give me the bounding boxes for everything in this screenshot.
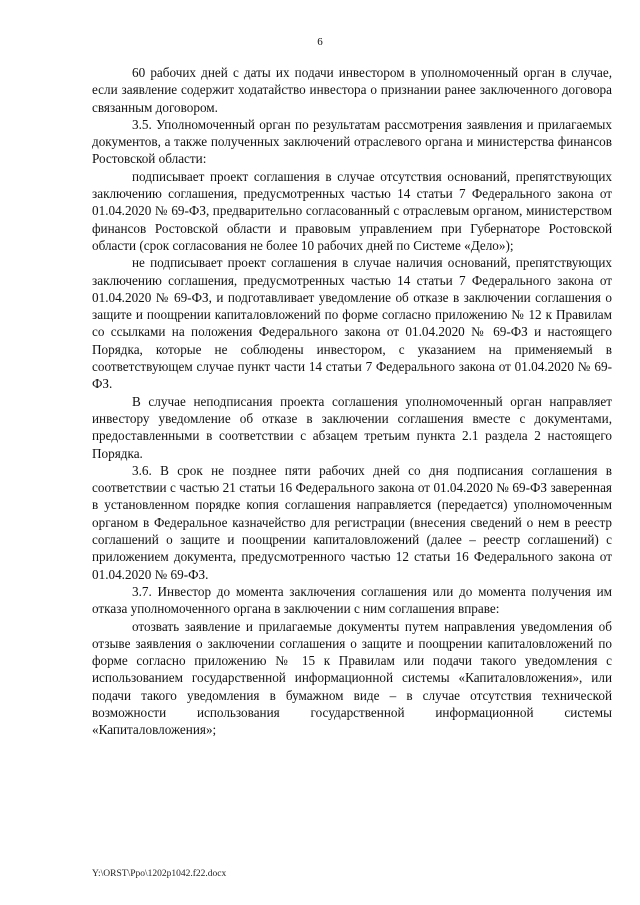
paragraph-3-5: 3.5. Уполномоченный орган по результатам рассмотрения заявления и прилагаемых документов, а также полученных заключений отраслевого органа и министерства финансов Ростовской области: [92,116,612,167]
paragraph-withdraw-application: отозвать заявление и прилагаемые документы путем направления уведомления об отзыве заявления о заключении соглашения о защите и поощрении капиталовложений по форме согласно приложению № 15 к Правилам или подачи такого уведомления с использованием государственной информационной системы «Капиталовложения», или подачи такого уведомления в бумажном виде – в случае отсутствия технической возможности использования государственной информационной системы «Капиталовложения»; [92,618,612,738]
paragraph-signs-draft: подписывает проект соглашения в случае отсутствия оснований, препятствующих заключению соглашения, предусмотренных частью 14 статьи 7 Федерального закона от 01.04.2020 № 69-ФЗ, предварительно согласованный с отраслевым органом, министерством финансов Ростовской области и правовым управлением при Губернаторе Ростовской области (срок согласования не более 10 рабочих дней по Системе «Дело»); [92,168,612,253]
page-number: 6 [317,36,323,48]
paragraph-3-6: 3.6. В срок не позднее пяти рабочих дней со дня подписания соглашения в соответствии с частью 21 статьи 16 Федерального закона от 01.04.2020 № 69-ФЗ заверенная в установленном порядке копия соглашения направляется (передается) уполномоченным органом в Федеральное казначейство для регистрации (внесения сведений о нем в реестр соглашений о защите и поощрении капиталовложений (далее – реестр соглашений) с приложением документа, предусмотренного частью 12 статьи 16 Федерального закона от 01.04.2020 № 69-ФЗ. [92,462,612,582]
paragraph-continuation-60-days: 60 рабочих дней с даты их подачи инвестором в уполномоченный орган в случае, если заявление содержит ходатайство инвестора о признании ранее заключенного договора связанным договором. [92,65,612,115]
paragraph-3-7: 3.7. Инвестор до момента заключения соглашения или до момента получения им отказа уполномоченного органа в заключении с ним соглашения вправе: [92,583,612,617]
paragraph-non-signing-notice: В случае неподписания проекта соглашения уполномоченный орган направляет инвестору уведомление об отказе в заключении соглашения вместе с документами, предоставленными в соответствии с абзацем третьим пункта 2.1 раздела 2 настоящего Порядка. [92,393,612,461]
footer-file-path: Y:\ORST\Ppo\1202p1042.f22.docx [92,869,227,879]
document-body [92,64,612,739]
paragraph-does-not-sign: не подписывает проект соглашения в случае наличия оснований, препятствующих заключению соглашения, предусмотренных частью 14 статьи 7 Федерального закона от 01.04.2020 № 69-ФЗ, и подготавливает уведомление об отказе в заключении соглашения о защите и поощрении капиталовложений по форме согласно приложению № 12 к Правилам со ссылками на положения Федерального закона от 01.04.2020 № 69-ФЗ и настоящего Порядка, которые не соблюдены инвестором, с указанием на применяемый в соответствующем случае пункт части 14 статьи 7 Федерального закона от 01.04.2020 № 69-ФЗ. [92,255,612,392]
